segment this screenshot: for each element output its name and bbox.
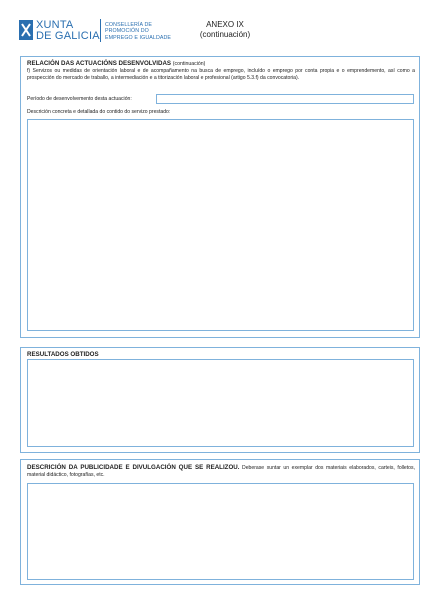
detail-label: Descrición concreta e detallada do contido do servizo prestado: <box>27 109 171 115</box>
logo-line-1: XUNTA <box>36 19 74 31</box>
period-field[interactable] <box>156 94 414 104</box>
section-results <box>20 347 420 453</box>
page-header <box>0 0 439 54</box>
period-label: Período de desenvolvemento desta actuación: <box>27 96 132 102</box>
annex-heading <box>190 20 260 40</box>
section-publicity-note: Deberase xuntar un exemplar dos materiais elaborados, carteis, folletos, material didáctico, fotografías, etc. <box>27 465 415 478</box>
results-field[interactable] <box>27 359 414 447</box>
dept-line-1: CONSELLERÍA DE <box>105 22 153 28</box>
section-actions-title <box>27 60 205 68</box>
department-name <box>105 22 171 41</box>
section-actions <box>20 56 420 338</box>
section-results-title: RESULTADOS OBTIDOS <box>27 351 99 358</box>
xunta-logo-icon <box>19 20 33 40</box>
annex-title: ANEXO IX <box>206 20 244 29</box>
section-publicity-title: DESCRICIÓN DA PUBLICIDADE E DIVULGACIÓN QUE SE REALIZOU. <box>27 464 240 471</box>
logo-divider <box>100 19 101 42</box>
detail-field[interactable] <box>27 119 414 331</box>
dept-line-3: EMPREGO E IGUALDADE <box>105 34 172 41</box>
section-publicity <box>20 459 420 585</box>
dept-line-2: PROMOCIÓN DO <box>105 28 149 35</box>
section-publicity-heading <box>27 464 415 479</box>
publicity-field[interactable] <box>27 483 414 580</box>
section-actions-title-suffix: (continuación) <box>172 61 206 67</box>
section-actions-description: f) Servizos ou medidas de orientación laboral e de acompañamento na busca de emprego, incluído o emprego por conta propia e o emprendemento, así como a prospección do mercado de traballo, a intermediación e a titorización laboral e profesional (artigo 5.3.f) da convocatoria). <box>27 68 415 81</box>
logo-wordmark <box>36 20 100 42</box>
section-actions-title-text: RELACIÓN DAS ACTUACIÓNS DESENVOLVIDAS <box>27 60 172 67</box>
logo-line-2: DE GALICIA <box>36 30 100 42</box>
annex-subtitle: (continuación) <box>199 30 251 39</box>
